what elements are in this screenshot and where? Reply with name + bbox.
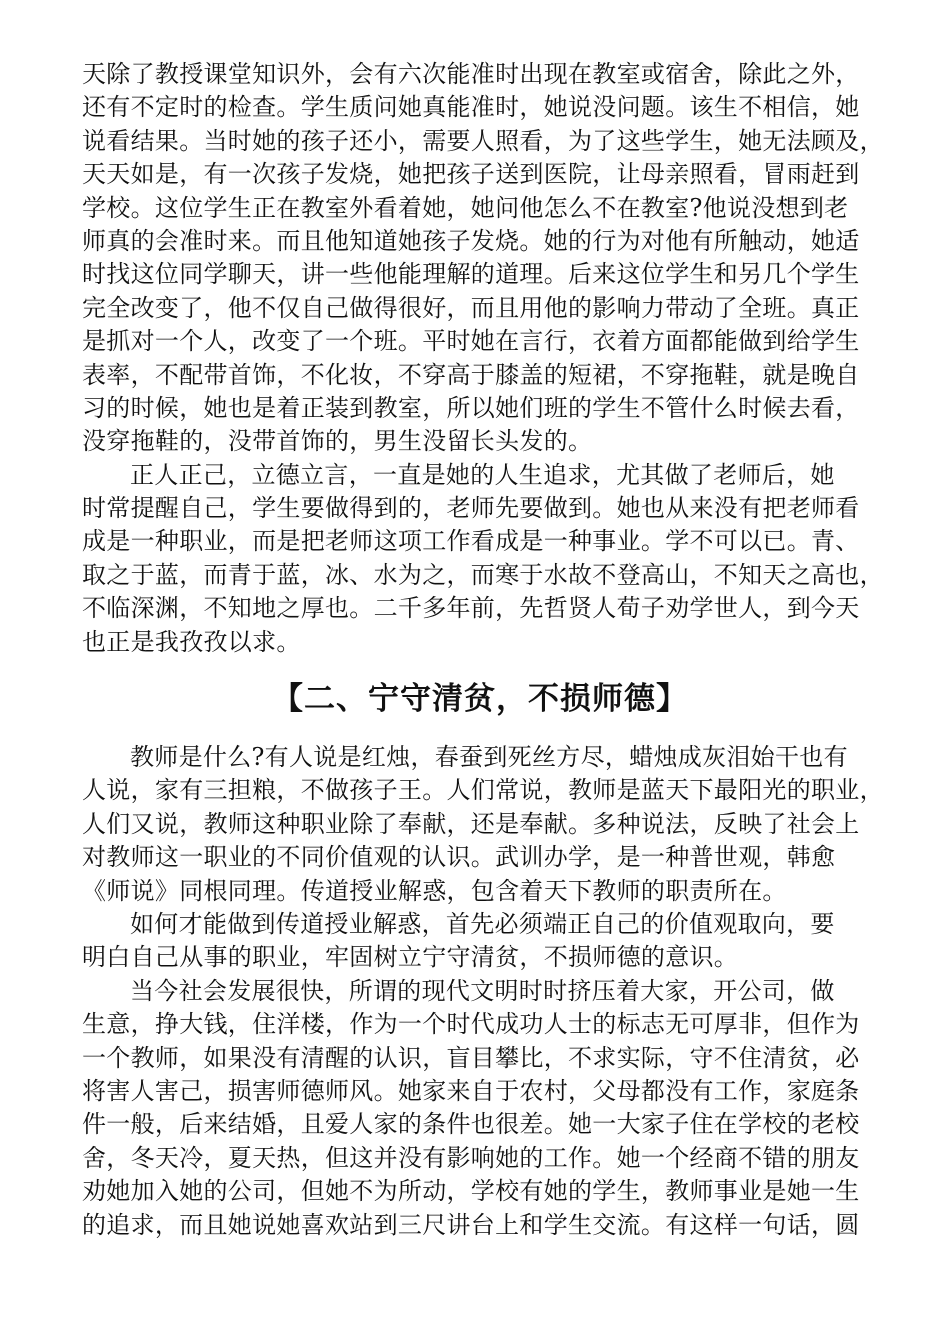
text-line: 一个教师，如果没有清醒的认识，盲目攀比，不求实际，守不住清贫，必 (82, 1043, 860, 1072)
text-line: 将害人害己，损害师德师风。她家来自于农村，父母都没有工作，家庭条 (82, 1076, 860, 1105)
text-line: 件一般，后来结婚，且爱人家的条件也很差。她一大家子住在学校的老校 (82, 1110, 860, 1139)
text-line: 表率，不配带首饰，不化妆，不穿高于膝盖的短裙，不穿拖鞋，就是晚自 (82, 360, 860, 389)
text-line: 时找这位同学聊天，讲一些他能理解的道理。后来这位学生和另几个学生 (82, 260, 860, 289)
text-line: 不临深渊，不知地之厚也。二千多年前，先哲贤人荀子劝学世人，到今天 (82, 594, 860, 623)
paragraph-4 (82, 908, 878, 975)
section-heading: 【二、宁守清贫，不损师德】 (272, 681, 688, 718)
text-line: 的追求，而且她说她喜欢站到三尺讲台上和学生交流。有这样一句话，圆 (82, 1210, 860, 1239)
text-line: 时常提醒自己，学生要做得到的，老师先要做到。她也从来没有把老师看 (82, 494, 860, 523)
text-line: 劝她加入她的公司，但她不为所动，学校有她的学生，教师事业是她一生 (82, 1177, 860, 1206)
text-line: 正人正己，立德立言，一直是她的人生追求，尤其做了老师后，她 (130, 460, 835, 489)
text-line: 人说，家有三担粮，不做孩子王。人们常说，教师是蓝天下最阳光的职业， (82, 776, 884, 805)
text-line: 教师是什么?有人说是红烛，春蚕到死丝方尽，蜡烛成灰泪始干也有 (130, 743, 848, 772)
text-line: 天天如是，有一次孩子发烧，她把孩子送到医院，让母亲照看，冒雨赶到 (82, 160, 860, 189)
text-line: 如何才能做到传道授业解惑，首先必须端正自己的价值观取向，要 (130, 909, 835, 938)
paragraph-5 (82, 975, 878, 1242)
text-line: 舍，冬天冷，夏天热，但这并没有影响她的工作。她一个经商不错的朋友 (82, 1143, 860, 1172)
text-line: 《师说》同根同理。传道授业解惑，包含着天下教师的职责所在。 (82, 876, 787, 905)
text-line: 明白自己从事的职业，牢固树立宁守清贫，不损师德的意识。 (82, 943, 739, 972)
text-line: 完全改变了，他不仅自己做得很好，而且用他的影响力带动了全班。真正 (82, 293, 860, 322)
paragraph-1 (82, 58, 884, 459)
text-line: 对教师这一职业的不同价值观的认识。武训办学，是一种普世观，韩愈 (82, 843, 836, 872)
paragraph-2 (82, 459, 884, 659)
paragraph-3 (82, 741, 884, 908)
text-line: 是抓对一个人，改变了一个班。平时她在言行，衣着方面都能做到给学生 (82, 327, 860, 356)
document-page (82, 58, 884, 1242)
text-line: 生意，挣大钱，住洋楼，作为一个时代成功人士的标志无可厚非，但作为 (82, 1010, 860, 1039)
text-line: 说看结果。当时她的孩子还小，需要人照看，为了这些学生，她无法顾及， (82, 126, 884, 155)
text-line: 习的时候，她也是着正装到教室，所以她们班的学生不管什么时候去看， (82, 393, 860, 422)
text-line: 也正是我孜孜以求。 (82, 627, 301, 656)
text-line: 学校。这位学生正在教室外看着她，她问他怎么不在教室?他说没想到老 (82, 193, 849, 222)
text-line: 人们又说，教师这种职业除了奉献，还是奉献。多种说法，反映了社会上 (82, 809, 860, 838)
text-line: 成是一种职业，而是把老师这项工作看成是一种事业。学不可以已。青、 (82, 527, 860, 556)
text-line: 师真的会准时来。而且他知道她孩子发烧。她的行为对他有所触动，她适 (82, 226, 860, 255)
text-line: 当今社会发展很快，所谓的现代文明时时挤压着大家，开公司，做 (130, 976, 835, 1005)
text-line: 天除了教授课堂知识外，会有六次能准时出现在教室或宿舍，除此之外， (82, 60, 860, 88)
text-line: 没穿拖鞋的，没带首饰的，男生没留长头发的。 (82, 427, 593, 456)
text-line: 还有不定时的检查。学生质问她真能准时，她说没问题。该生不相信，她 (82, 93, 860, 122)
text-line: 取之于蓝，而青于蓝，冰、水为之，而寒于水故不登高山，不知天之高也， (82, 560, 884, 589)
